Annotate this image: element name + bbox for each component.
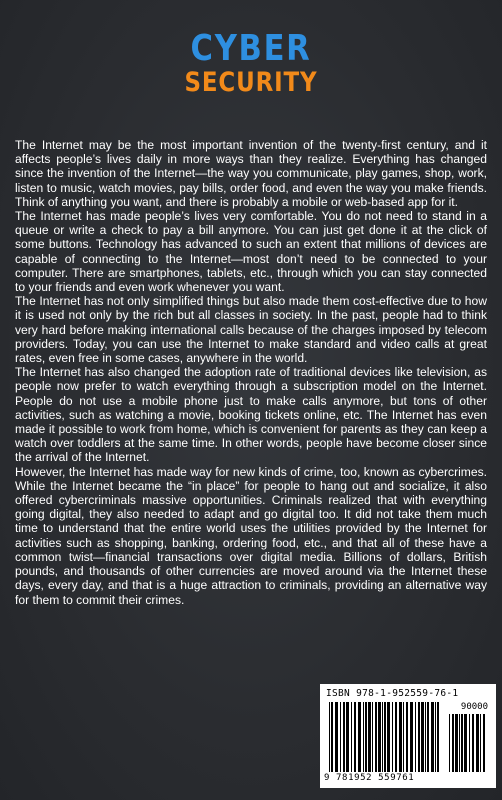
barcode-bar (378, 702, 381, 772)
barcode-bar (351, 702, 352, 772)
barcode-bar (387, 702, 390, 772)
barcode-bar (368, 702, 371, 772)
title-line-security: SECURITY (184, 67, 318, 98)
barcode-bar (384, 702, 386, 772)
barcode-bar (410, 702, 413, 772)
barcode-bar (343, 702, 345, 772)
barcode-bar (415, 702, 416, 772)
barcode-bar (340, 702, 341, 772)
isbn-barcode (320, 684, 496, 788)
paragraph: The Internet has not only simplified things but also made them cost-effective due to how it is used not only by the rich but all classes in society. In the past, people had to think very hard before making international calls because of the charges imposed by telecom providers. Today, you can use the Internet to make standard and video calls at great rates, even free in some cases, anywhere in the world. (15, 294, 487, 366)
barcode-bar (476, 714, 479, 772)
barcode-bar (406, 702, 408, 772)
barcode-bar (483, 714, 485, 772)
barcode-bar (403, 702, 404, 772)
price-code: 90000 (460, 702, 488, 712)
barcode-bar (382, 702, 383, 772)
paragraph: The Internet has also changed the adoption rate of traditional devices like television, as people now prefer to watch everything through a subscription model on the Internet. People do not use a mobile phone just to make calls anymore, but tons of other activities, such as watching a movie, booking tickets online, etc. The Internet has even made it possible to work from home, which is convenient for parents as they can keep a watch over toddlers at the same time. In other words, people have become closer since the arrival of the Internet. (15, 365, 487, 465)
barcode-bar (459, 714, 460, 772)
barcode-bar (435, 702, 436, 772)
barcode-bar (399, 702, 402, 772)
barcode-bar (455, 714, 458, 772)
paragraph: The Internet has made people’s lives very comfortable. You do not need to stand in a queue or write a check to pay a bill anymore. You can just get done it at the click of some buttons. Technology has advanced to such an extent that millions of devices are capable of connecting to the Internet—most don’t need to be connected to your computer. There are smartphones, tablets, etc., through which you can stay connected to your friends and even work whenever you want. (15, 209, 487, 295)
barcode-bar (437, 702, 439, 772)
barcode-bar (392, 702, 393, 772)
barcode-digits: 9 781952 559761 (324, 773, 415, 783)
barcode-bar (395, 702, 397, 772)
barcode-bar (421, 702, 424, 772)
barcode-bar (335, 702, 338, 772)
barcode-bar (346, 702, 349, 772)
barcode-bar (375, 702, 377, 772)
barcode-addon-bars (448, 714, 488, 772)
barcode-bar (464, 714, 467, 772)
barcode-bar (469, 714, 470, 772)
isbn-label: ISBN 978-1-952559-76-1 (326, 688, 459, 699)
barcode-bar (372, 702, 373, 772)
barcode-bar (354, 702, 356, 772)
blurb-text (15, 138, 487, 607)
barcode-bar (480, 714, 481, 772)
barcode-bar (461, 714, 463, 772)
barcode-bar (452, 714, 454, 772)
barcode-bar (358, 702, 361, 772)
paragraph: However, the Internet has made way for new kinds of crime, too, known as cybercrimes. While the Internet became the “in place” for people to hang out and socialize, it also offered cybercriminals massive opportunities. Criminals realized that with everything going digital, they also needed to adapt and go digital too. It did not take them much time to understand that the entire world uses the utilities provided by the Internet for activities such as shopping, banking, ordering food, etc., and that all of these have a common twist—financial transactions over digital media. Billions of dollars, British pounds, and thousands of other currencies are moved around via the Internet these days, every day, and that is a huge attraction to criminals, providing an alternative way for them to commit their crimes. (15, 464, 487, 607)
barcode-bar (418, 702, 420, 772)
barcode-bar (427, 702, 429, 772)
barcode-bar (329, 702, 330, 772)
cover-title (0, 30, 502, 98)
title-line-cyber: CYBER (190, 28, 312, 69)
barcode-bar (363, 702, 364, 772)
barcode-bar (449, 714, 450, 772)
barcode-bar (472, 714, 474, 772)
barcode-bar (331, 702, 333, 772)
barcode-bars (328, 702, 440, 772)
barcode-bar (425, 702, 426, 772)
paragraph: The Internet may be the most important invention of the twenty-first century, and it affects people’s lives daily in more ways than they realize. Everything has changed since the invention of the Internet—the way you communicate, play games, shop, work, listen to music, watch movies, pay bills, order food, and even the way you make friends. Think of anything you want, and there is probably a mobile or web-based app for it. (15, 138, 487, 209)
barcode-bar (365, 702, 367, 772)
barcode-bar (431, 702, 434, 772)
